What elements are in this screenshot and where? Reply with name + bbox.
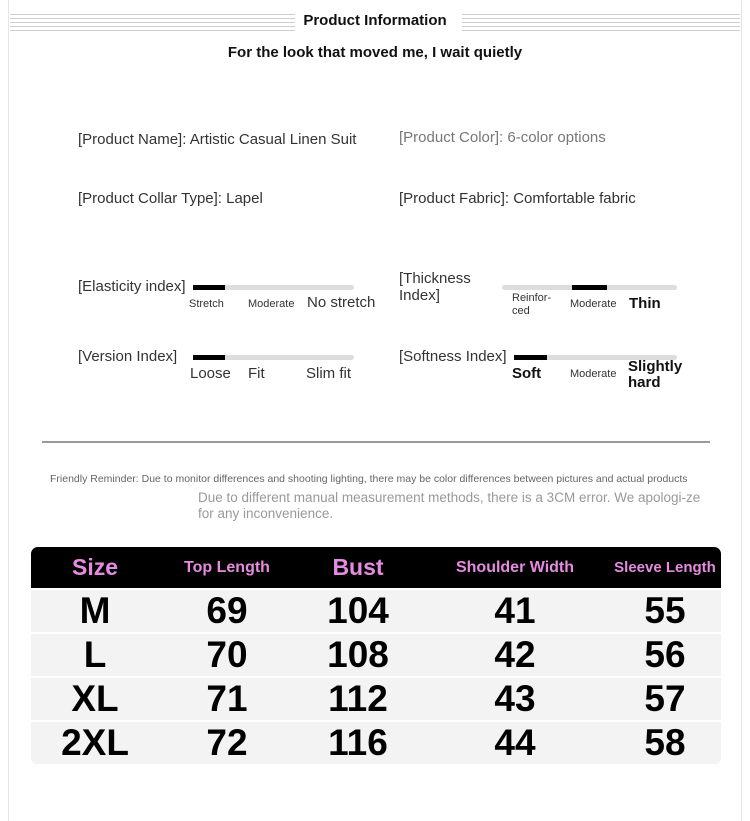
thickness-tick-3: Thin — [629, 295, 661, 312]
cell-shoulder-width: 42 — [494, 634, 536, 675]
thickness-tick-1: Reinfor-ced — [512, 292, 552, 317]
cell-shoulder-width: 43 — [494, 678, 536, 719]
product-color: [Product Color]: 6-color options — [399, 129, 606, 146]
elasticity-tick-2: Moderate — [248, 298, 295, 310]
softness-level — [514, 355, 547, 360]
cell-bust: 108 — [327, 634, 389, 675]
cell-top-length: 70 — [206, 634, 248, 675]
product-name: [Product Name]: Artistic Casual Linen Suit — [78, 131, 357, 148]
elasticity-tick-1: Stretch — [189, 298, 224, 310]
table-row — [31, 722, 721, 764]
size-table-header — [31, 547, 721, 588]
cell-size: M — [79, 590, 111, 631]
product-fabric: [Product Fabric]: Comfortable fabric — [399, 190, 636, 207]
version-tick-1: Loose — [190, 365, 231, 382]
elasticity-tick-3: No stretch — [307, 294, 376, 311]
softness-label: [Softness Index] — [399, 348, 507, 365]
cell-size: L — [83, 634, 107, 675]
cell-shoulder-width: 41 — [494, 590, 536, 631]
cell-bust: 116 — [328, 722, 388, 763]
thickness-level — [572, 285, 607, 290]
header-shoulder-width: Shoulder Width — [455, 558, 575, 576]
header-size: Size — [71, 554, 119, 580]
cell-bust: 112 — [328, 678, 388, 719]
header-sleeve-length: Sleeve Length — [614, 559, 716, 576]
cell-top-length: 72 — [206, 722, 248, 763]
softness-tick-1: Soft — [512, 365, 542, 382]
version-tick-2: Fit — [248, 365, 265, 382]
elasticity-scale — [193, 285, 354, 290]
size-table — [31, 547, 721, 764]
version-tick-3: Slim fit — [306, 365, 351, 382]
cell-sleeve-length: 58 — [644, 722, 686, 763]
elasticity-level — [193, 285, 225, 290]
section-title: Product Information — [303, 12, 447, 29]
cell-bust: 104 — [327, 590, 389, 631]
cell-sleeve-length: 57 — [644, 678, 686, 719]
product-collar: [Product Collar Type]: Lapel — [78, 190, 263, 207]
cell-size: XL — [71, 678, 119, 719]
elasticity-label: [Elasticity index] — [78, 278, 186, 295]
softness-tick-2: Moderate — [570, 368, 617, 380]
cell-top-length: 69 — [206, 590, 248, 631]
cell-sleeve-length: 56 — [644, 634, 686, 675]
cell-sleeve-length: 55 — [644, 590, 686, 631]
cell-size: 2XL — [61, 722, 129, 763]
header-bust: Bust — [332, 554, 384, 580]
thickness-label: [Thickness Index] — [399, 270, 471, 304]
header-top-length: Top Length — [184, 558, 270, 576]
version-scale — [193, 355, 354, 360]
table-row — [31, 678, 721, 720]
version-label: [Version Index] — [78, 348, 178, 365]
section-subtitle: For the look that moved me, I wait quietly — [227, 44, 523, 61]
version-level — [193, 355, 225, 360]
softness-tick-3: Slightly hard — [628, 358, 683, 391]
friendly-reminder: Friendly Reminder: Due to monitor differences and shooting lighting, there may be color differences between pictures and actual products — [50, 473, 688, 485]
section-divider — [42, 441, 710, 443]
cell-top-length: 71 — [206, 678, 248, 719]
thickness-scale — [502, 285, 677, 290]
table-row — [31, 634, 721, 676]
measurement-error-note: Due to different manual measurement methods, there is a 3CM error. We apologi-ze for any inconvenience. — [198, 490, 701, 521]
size-table-body — [31, 590, 721, 764]
cell-shoulder-width: 44 — [494, 722, 536, 763]
table-row — [31, 590, 721, 632]
thickness-tick-2: Moderate — [570, 298, 617, 310]
